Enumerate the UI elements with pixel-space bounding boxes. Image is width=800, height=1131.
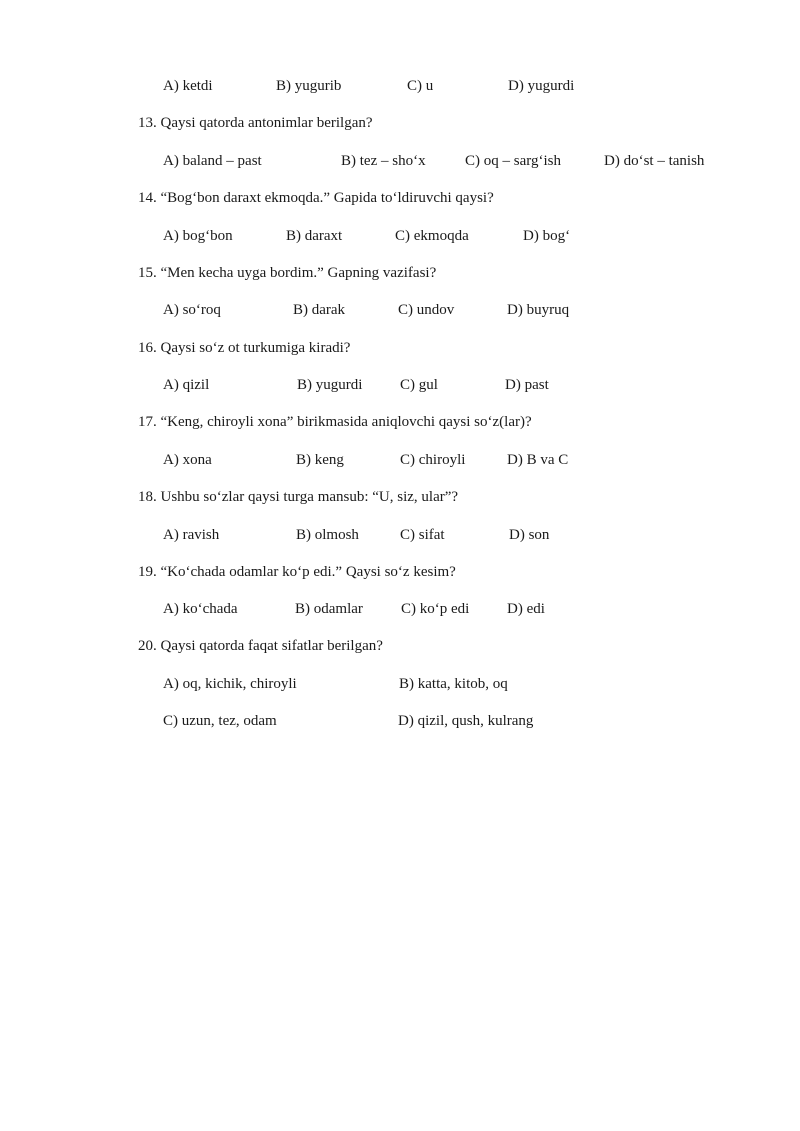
option-a[interactable]: A) bog‘bon (163, 228, 233, 244)
option-d[interactable]: D) bog‘ (523, 228, 571, 244)
option-a[interactable]: A) ketdi (163, 78, 213, 94)
option-b[interactable]: B) darak (293, 302, 346, 318)
question-17: 17. “Keng, chiroyli xona” birikmasida aniqlovchi qaysi so‘z(lar)? (138, 414, 532, 430)
question-14: 14. “Bog‘bon daraxt ekmoqda.” Gapida to‘ldiruvchi qaysi? (138, 190, 494, 206)
option-d[interactable]: D) son (509, 527, 550, 543)
option-b[interactable]: B) olmosh (296, 527, 359, 543)
question-19: 19. “Ko‘chada odamlar ko‘p edi.” Qaysi so‘z kesim? (138, 564, 456, 580)
option-b[interactable]: B) keng (296, 452, 344, 468)
option-a[interactable]: A) qizil (163, 377, 210, 393)
option-d[interactable]: D) B va C (507, 452, 569, 468)
option-b[interactable]: B) yugurib (276, 78, 342, 94)
option-c[interactable]: C) ekmoqda (395, 228, 469, 244)
option-c[interactable]: C) sifat (400, 527, 445, 543)
option-c[interactable]: C) gul (400, 377, 438, 393)
option-c[interactable]: C) undov (398, 302, 455, 318)
option-b[interactable]: B) yugurdi (297, 377, 363, 393)
option-c[interactable]: C) u (407, 78, 434, 94)
question-13: 13. Qaysi qatorda antonimlar berilgan? (138, 115, 373, 131)
option-d[interactable]: D) edi (507, 601, 545, 617)
option-a[interactable]: A) so‘roq (163, 302, 221, 318)
question-16: 16. Qaysi so‘z ot turkumiga kiradi? (138, 340, 351, 356)
option-b[interactable]: B) daraxt (286, 228, 343, 244)
question-20: 20. Qaysi qatorda faqat sifatlar berilgan? (138, 638, 383, 654)
option-a[interactable]: A) xona (163, 452, 212, 468)
option-b[interactable]: B) katta, kitob, oq (399, 676, 508, 692)
option-c[interactable]: C) ko‘p edi (401, 601, 470, 617)
option-a[interactable]: A) oq, kichik, chiroyli (163, 676, 297, 692)
option-c[interactable]: C) oq – sarg‘ish (465, 153, 561, 169)
option-c[interactable]: C) chiroyli (400, 452, 466, 468)
option-a[interactable]: A) baland – past (163, 153, 262, 169)
question-15: 15. “Men kecha uyga bordim.” Gapning vazifasi? (138, 265, 437, 281)
option-d[interactable]: D) yugurdi (508, 78, 575, 94)
question-18: 18. Ushbu so‘zlar qaysi turga mansub: “U, siz, ular”? (138, 489, 459, 505)
option-c[interactable]: C) uzun, tez, odam (163, 713, 277, 729)
option-d[interactable]: D) buyruq (507, 302, 570, 318)
option-d[interactable]: D) past (505, 377, 549, 393)
option-d[interactable]: D) do‘st – tanish (604, 153, 705, 169)
option-a[interactable]: A) ravish (163, 527, 220, 543)
option-b[interactable]: B) tez – sho‘x (341, 153, 426, 169)
option-b[interactable]: B) odamlar (295, 601, 363, 617)
option-a[interactable]: A) ko‘chada (163, 601, 238, 617)
option-d[interactable]: D) qizil, qush, kulrang (398, 713, 534, 729)
